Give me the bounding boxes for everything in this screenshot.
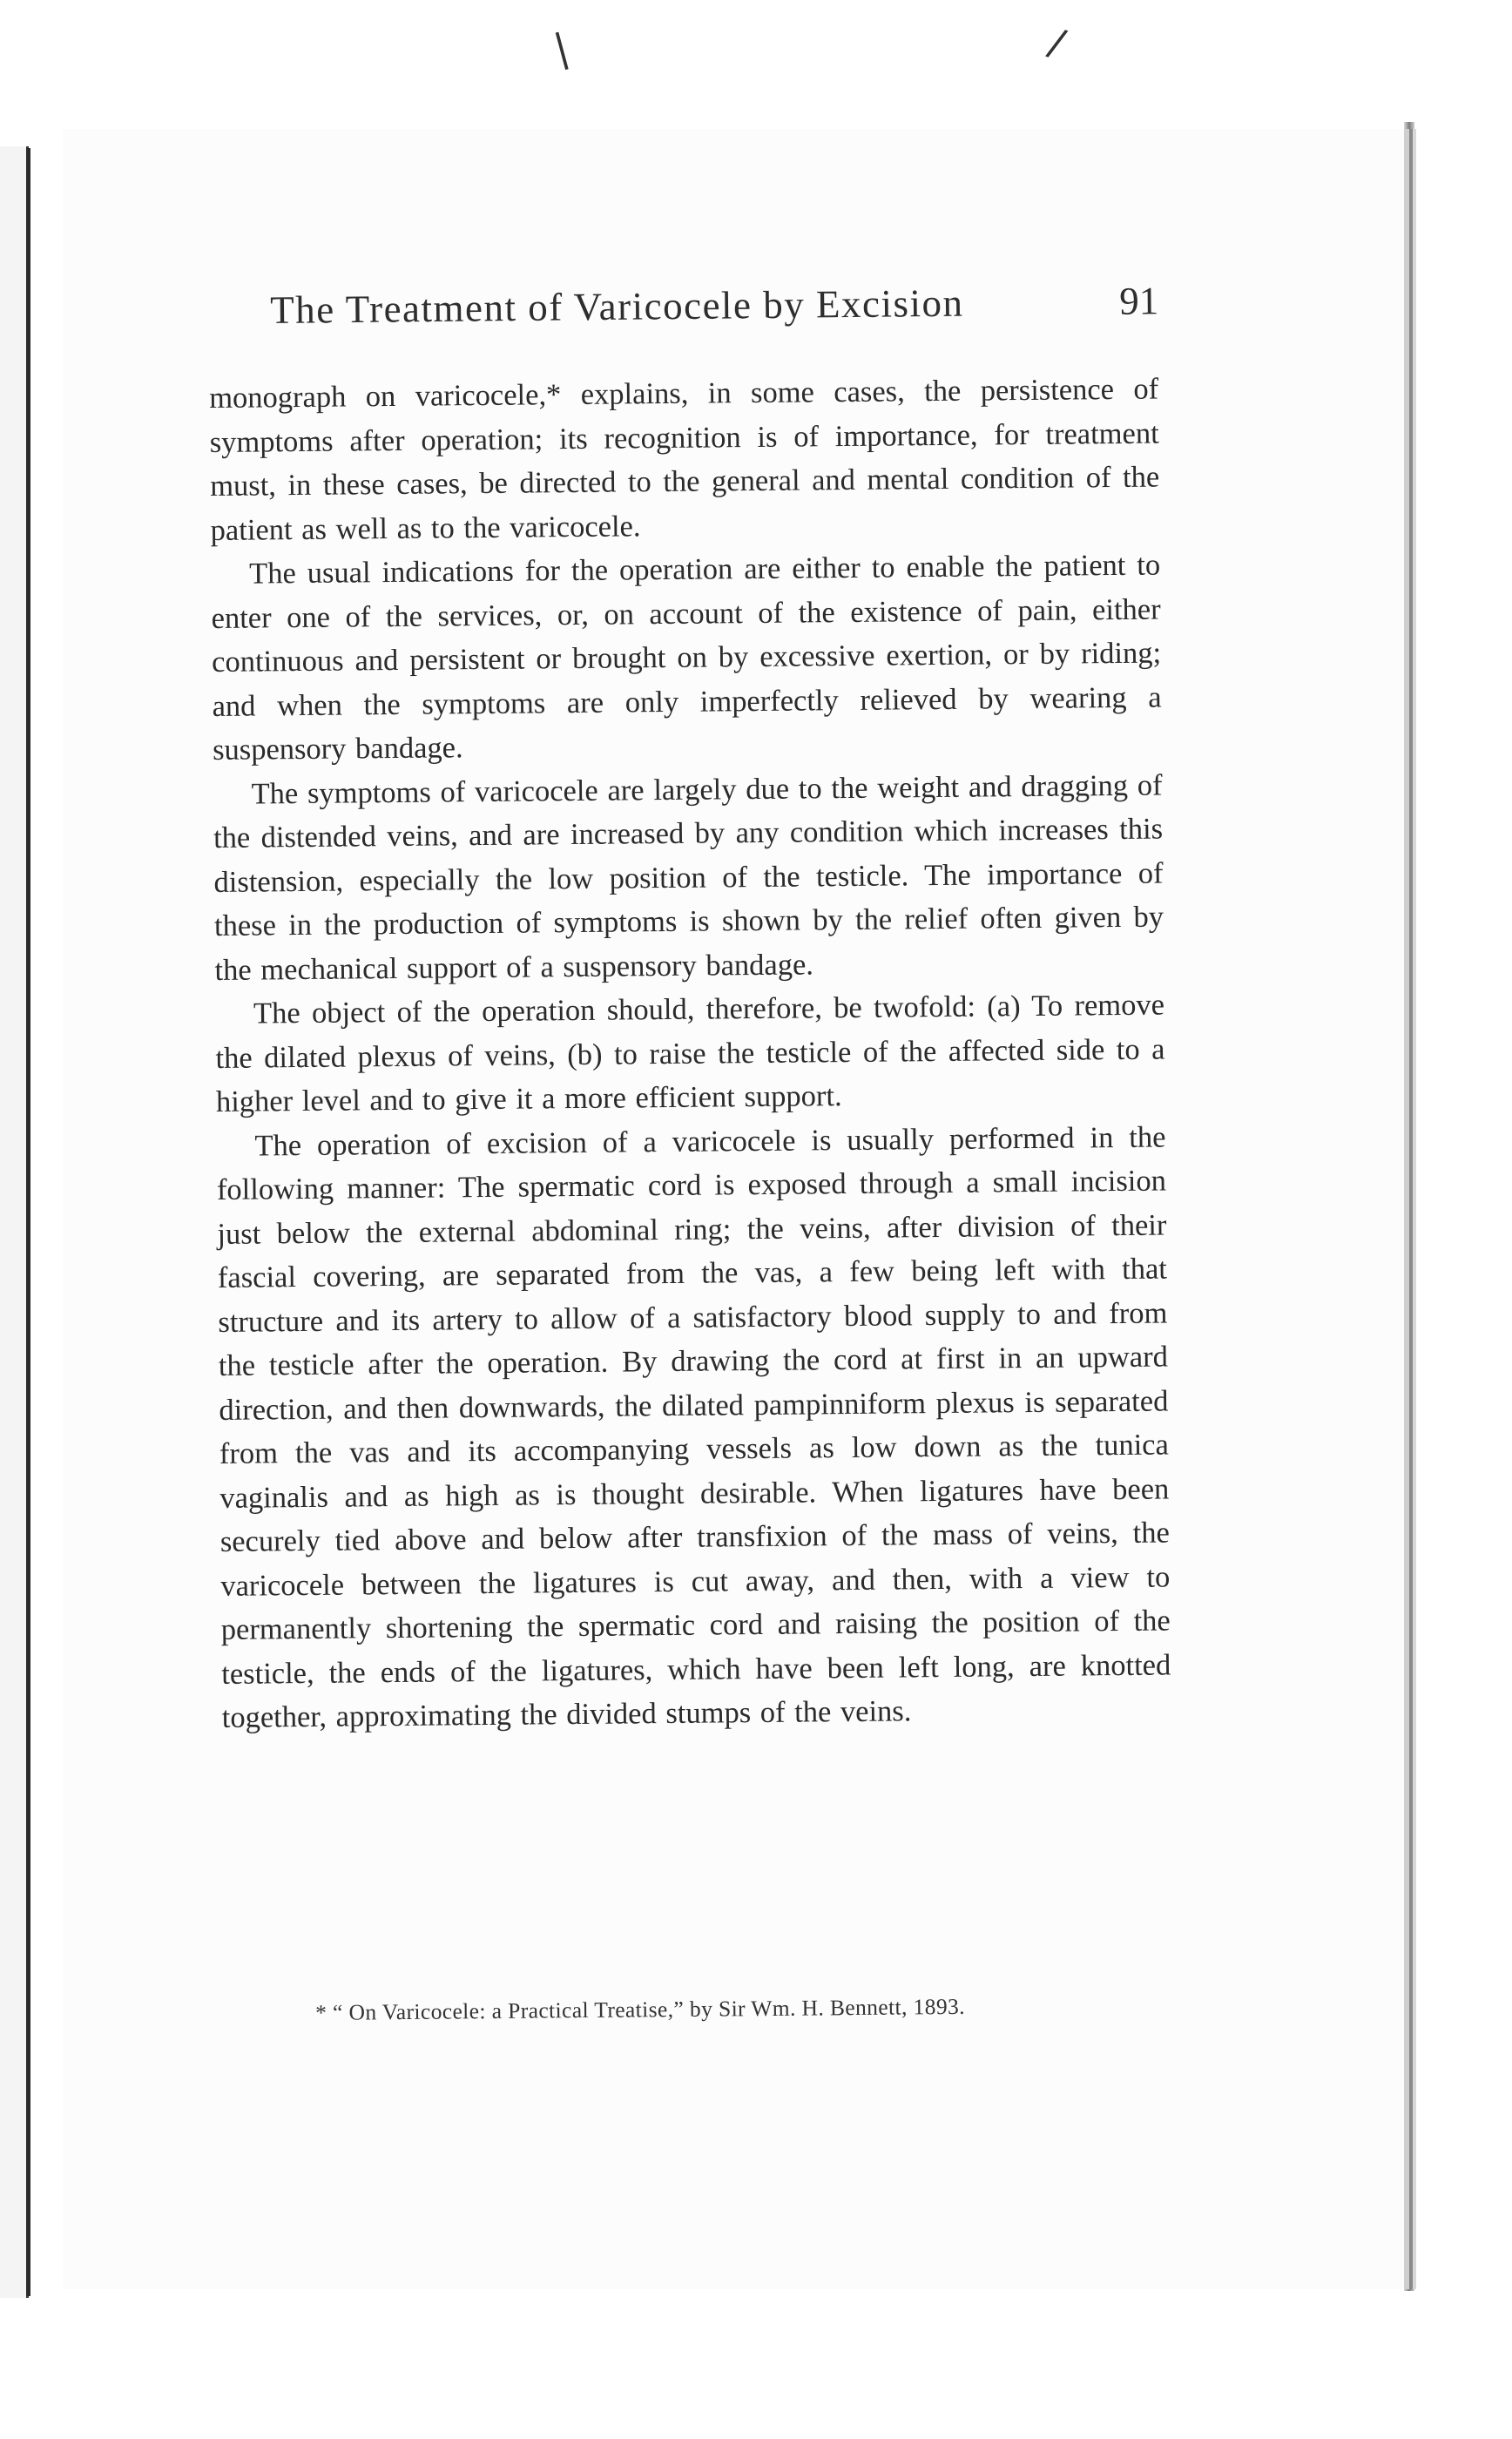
page-number: 91 [1118, 279, 1159, 323]
page-edge-shadow [1404, 122, 1414, 2291]
paragraph: The object of the operation should, therefore, be twofold: (a) To remove the dilated plexus of veins, (b) to raise the testicle of the affected side to a higher level and to give it a more efficient support. [215, 988, 1165, 1118]
footnote: * “ On Varicocele: a Practical Treatise,” by Sir Wm. H. Bennett, 1893. [315, 1993, 966, 2025]
body-text [209, 368, 1171, 1740]
paragraph: The symptoms of varicocele are largely due to the weight and dragging of the distended veins, and are increased by any condition which increases this distension, especially the low position of the testicle. The importance of these in the production of symptoms is shown by the relief often given by the mechanical support of a suspensory bandage. [213, 768, 1164, 987]
paragraph: The usual indications for the operation are either to enable the patient to enter one of the services, or, on account of the existence of pain, either continuous and persistent or brought on by excessive exertion, or by riding; and when the symptoms are only imperfectly relieved by wearing a suspensory bandage. [211, 548, 1162, 767]
scan-mark: ❘ [540, 23, 583, 74]
running-title: The Treatment of Varicocele by Excision [270, 280, 964, 332]
paragraph: monograph on varicocele,* explains, in some cases, the persistence of symptoms after operation; its recognition is of importance, for treatment must, in these cases, be directed to the general and mental condition of the patient as well as to the varicocele. [209, 372, 1160, 547]
running-header [270, 278, 1158, 333]
book-spine-shadow [26, 148, 61, 2296]
previous-page-edge [0, 146, 29, 2298]
paragraph: The operation of excision of a varicocele is usually performed in the following manner: The spermatic cord is exposed through a small incision just below the external abdominal ring; the veins, after division of their fascial covering, are separated from the vas, a few being left with that structure and its artery to allow of a satisfactory blood supply to and from the testicle after the operation. By drawing the cord at first in an upward direction, and then downwards, the dilated pampinniform plexus is separated from the vas and its accompanying vessels as low down as the tunica vaginalis and as high as is thought desirable. When ligatures have been securely tied above and below after transfixion of the mass of veins, the varicocele between the ligatures is cut away, and then, with a view to permanently shortening the spermatic cord and raising the position of the testicle, the ends of the ligatures, which have been left long, are knotted together, approximating the divided stumps of the veins. [216, 1119, 1171, 1734]
scan-mark: / [1043, 20, 1071, 66]
